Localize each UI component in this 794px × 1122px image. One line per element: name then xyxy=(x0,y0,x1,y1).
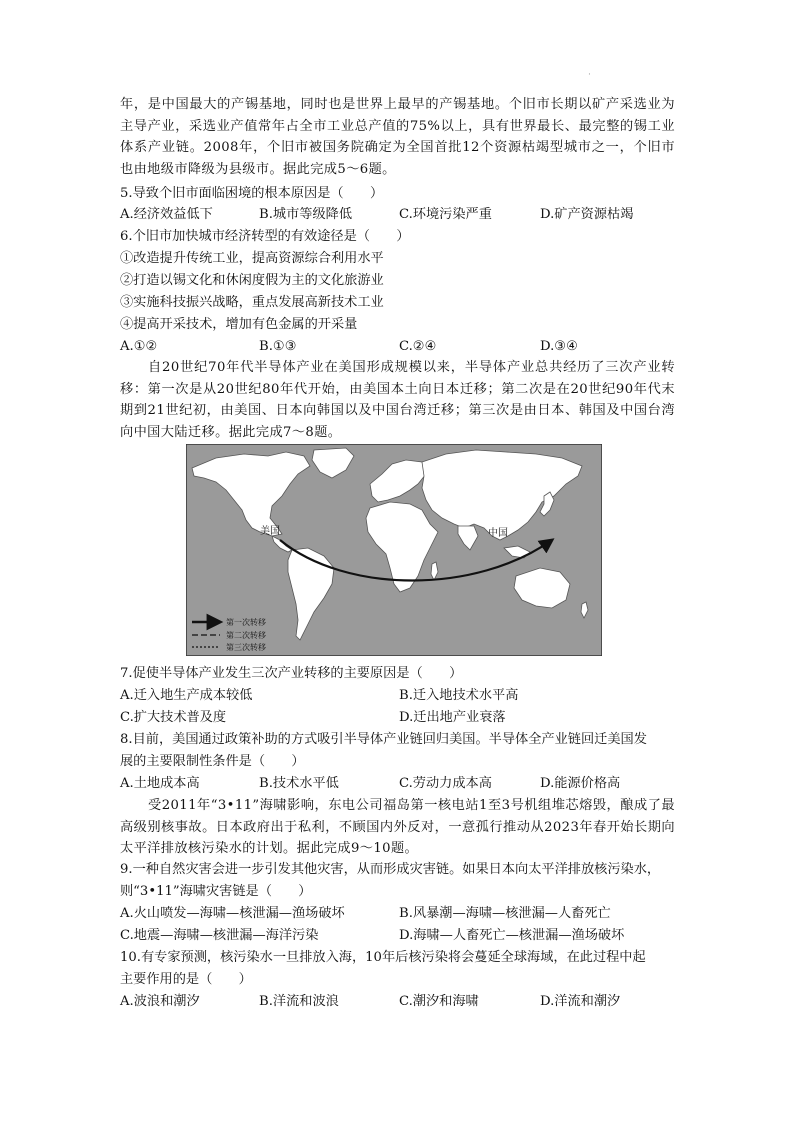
q5-option-b[interactable]: B.城市等级降低 xyxy=(259,207,353,222)
q9-stem-line2: 则“3•11”海啸灾害链是（ ） xyxy=(120,884,312,899)
q8-option-a[interactable]: A.土地成本高 xyxy=(120,776,200,791)
q6-item-4: ④提高开采技术，增加有色金属的开采量 xyxy=(120,317,358,332)
q6-item-1: ①改造提升传统工业，提高资源综合利用水平 xyxy=(120,251,384,266)
q6-item-2: ②打造以锡文化和休闲度假为主的文化旅游业 xyxy=(120,273,384,288)
q7-option-c[interactable]: C.扩大技术普及度 xyxy=(120,710,227,725)
q8-stem-line2: 展的主要限制性条件是（ ） xyxy=(120,754,305,769)
q7-option-b[interactable]: B.迁入地技术水平高 xyxy=(399,688,519,703)
q9-stem-line1: 9.一种自然灾害会进一步引发其他灾害，从而形成灾害链。如果日本向太平洋排放核污染水， xyxy=(120,862,661,877)
q10-option-b[interactable]: B.洋流和波浪 xyxy=(259,994,339,1009)
nuclear-passage: 受2011年“3•11”海啸影响，东电公司福岛第一核电站1至3号机组堆芯熔毁，酿成了最高级别核事故。日本政府出于私利，不顾国内外反对，一意孤行推动从2023年春开始长期向太平洋排放核污染水的计划。据此完成9～10题。 xyxy=(120,798,675,856)
world-map-figure xyxy=(186,444,602,656)
q10-option-a[interactable]: A.波浪和潮汐 xyxy=(120,994,200,1009)
q8-option-b[interactable]: B.技术水平低 xyxy=(259,776,339,791)
q7-option-a[interactable]: A.迁入地生产成本较低 xyxy=(120,688,253,703)
q6-option-b[interactable]: B.①③ xyxy=(259,339,297,354)
q9-option-b[interactable]: B.风暴潮—海啸—核泄漏—人畜死亡 xyxy=(399,906,611,921)
intro-passage: 年，是中国最大的产锡基地，同时也是世界上最早的产锡基地。个旧市长期以矿产采选业为主导产业，采选业产值常年占全市工业总产值的75%以上，具有世界最长、最完整的锡工业体系产业链。2008年，个旧市被国务院确定为全国首批12个资源枯竭型城市之一，个旧市也由地级市降级为县级市。据此完成5～6题。 xyxy=(120,97,675,177)
q6-stem: 6.个旧市加快城市经济转型的有效途径是（ ） xyxy=(120,229,410,244)
q10-stem-line2: 主要作用的是（ ） xyxy=(120,972,252,987)
label-usa: 美国 xyxy=(260,526,280,537)
q7-stem: 7.促使半导体产业发生三次产业转移的主要原因是（ ） xyxy=(120,666,463,681)
semiconductor-passage: 自20世纪70年代半导体产业在美国形成规模以来，半导体产业总共经历了三次产业转移：第一次是从20世纪80年代开始，由美国本土向日本迁移；第二次是在20世纪90年代末期到21世纪初，由美国、日本向韩国以及中国台湾迁移；第三次是由日本、韩国及中国台湾向中国大陆迁移。据此完成7～8题。 xyxy=(120,360,675,440)
q6-option-c[interactable]: C.②④ xyxy=(399,339,437,354)
q10-option-c[interactable]: C.潮汐和海啸 xyxy=(399,994,479,1009)
q10-stem-line1: 10.有专家预测，核污染水一旦排放入海，10年后核污染将会蔓延全球海域，在此过程中起 xyxy=(120,950,646,965)
q8-option-d[interactable]: D.能源价格高 xyxy=(540,776,621,791)
q10-option-d[interactable]: D.洋流和潮汐 xyxy=(540,994,621,1009)
q5-option-c[interactable]: C.环境污染严重 xyxy=(399,207,492,222)
q7-option-d[interactable]: D.迁出地产业衰落 xyxy=(399,710,506,725)
q6-option-d[interactable]: D.③④ xyxy=(540,339,578,354)
label-china: 中国 xyxy=(488,528,508,539)
q5-option-a[interactable]: A.经济效益低下 xyxy=(120,207,213,222)
q6-item-3: ③实施科技振兴战略，重点发展高新技术工业 xyxy=(120,295,384,310)
q8-option-c[interactable]: C.劳动力成本高 xyxy=(399,776,492,791)
legend-second-transfer: 第二次转移 xyxy=(226,631,266,640)
legend-third-transfer: 第三次转移 xyxy=(226,643,266,652)
q9-option-a[interactable]: A.火山喷发—海啸—核泄漏—渔场破坏 xyxy=(120,906,345,921)
q5-stem: 5.导致个旧市面临困境的根本原因是（ ） xyxy=(120,186,384,201)
q9-option-d[interactable]: D.海啸—人畜死亡—核泄漏—渔场破坏 xyxy=(399,928,625,943)
q8-stem-line1: 8.目前，美国通过政策补助的方式吸引半导体产业链回归美国。半导体全产业链回迁美国发 xyxy=(120,732,647,747)
q9-option-c[interactable]: C.地震—海啸—核泄漏—海洋污染 xyxy=(120,928,319,943)
legend-first-transfer: 第一次转移 xyxy=(226,618,266,627)
q6-option-a[interactable]: A.①② xyxy=(120,339,158,354)
q5-option-d[interactable]: D.矿产资源枯竭 xyxy=(540,207,634,222)
corner-mark: · xyxy=(588,70,591,80)
